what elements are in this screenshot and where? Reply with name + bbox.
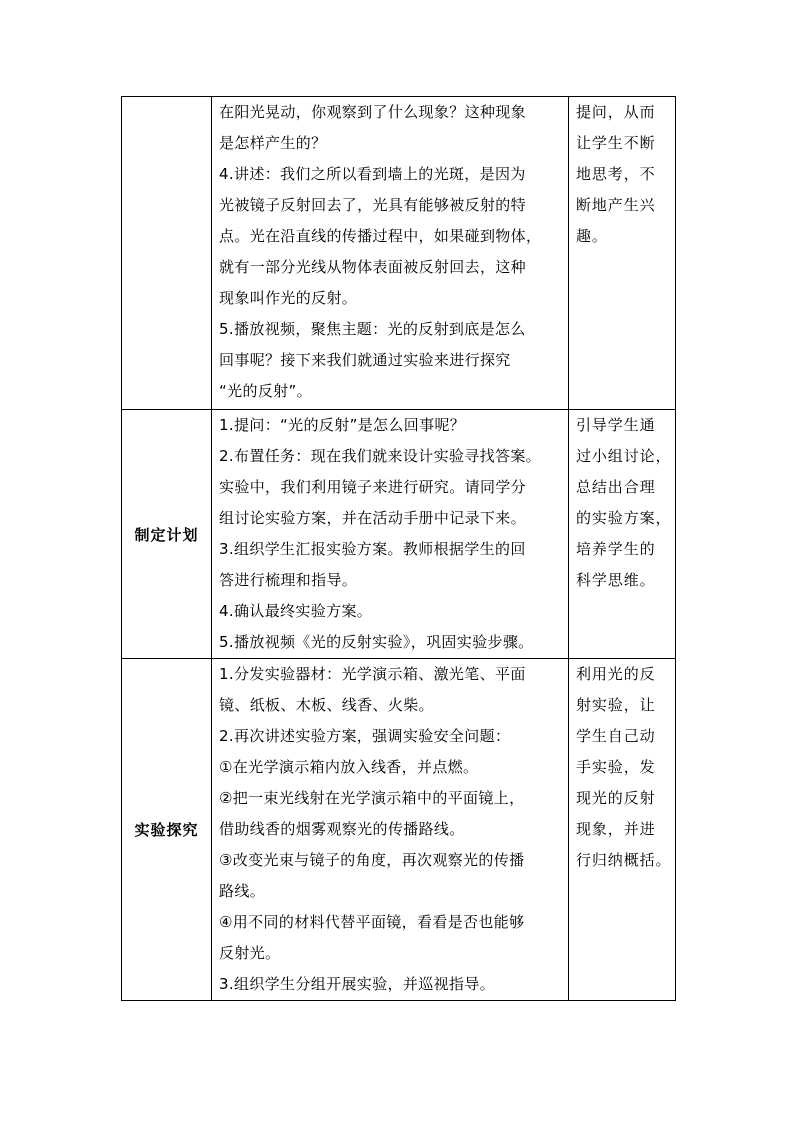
intent-line: 培养学生的 — [576, 540, 656, 558]
content-line: 路线。 — [219, 882, 266, 900]
content-line: 反射光。 — [219, 944, 281, 962]
content-line: 在阳光晃动，你观察到了什么现象？这种现象 — [219, 103, 527, 121]
stage-label: 制定计划 — [134, 525, 199, 544]
intent-line: 总结出合理 — [576, 478, 656, 496]
intent-text — [569, 410, 675, 596]
content-line: ①在光学演示箱内放入线香，并点燃。 — [219, 758, 479, 776]
intent-line: 利用光的反 — [576, 665, 656, 683]
content-text — [212, 97, 568, 407]
content-line: 5.播放视频《光的反射实验》，巩固实验步骤。 — [219, 633, 534, 651]
intent-line: 现象，并进 — [576, 820, 656, 838]
intent-line: 让学生不断 — [576, 134, 656, 152]
lesson-plan-table — [121, 96, 676, 1001]
intent-line: 提问，从而 — [576, 103, 656, 121]
stage-cell — [122, 410, 212, 659]
intent-cell — [569, 410, 676, 659]
content-line: 1.分发实验器材：光学演示箱、激光笔、平面 — [219, 665, 526, 683]
content-text — [212, 410, 568, 658]
content-line: 2.布置任务：现在我们就来设计实验寻找答案。 — [219, 447, 542, 465]
intent-line: 的实验方案， — [576, 509, 672, 527]
content-line: ③改变光束与镜子的角度，再次观察光的传播 — [219, 851, 525, 869]
intent-line: 行归纳概括。 — [576, 851, 672, 869]
content-line: 是怎样产生的？ — [219, 134, 327, 152]
stage-cell — [122, 97, 212, 410]
content-line: 镜、纸板、木板、线香、火柴。 — [219, 696, 434, 714]
intent-text — [569, 659, 675, 876]
intent-line: 科学思维。 — [576, 571, 656, 589]
content-cell — [212, 659, 569, 1001]
table-row — [122, 410, 676, 659]
content-line: 回事呢？接下来我们就通过实验来进行探究 — [219, 351, 511, 369]
intent-line: 断地产生兴 — [576, 196, 656, 214]
intent-line: 学生自己动 — [576, 727, 656, 745]
intent-line: 现光的反射 — [576, 789, 656, 807]
content-line: ②把一束光线射在光学演示箱中的平面镜上， — [219, 789, 525, 807]
content-line: 3.组织学生分组开展实验，并巡视指导。 — [219, 975, 495, 993]
intent-cell — [569, 97, 676, 410]
intent-line: 地思考，不 — [576, 165, 656, 183]
content-line: 答进行梳理和指导。 — [219, 571, 358, 589]
intent-line: 手实验，发 — [576, 758, 656, 776]
intent-line: 过小组讨论， — [576, 447, 672, 465]
content-line: 组讨论实验方案，并在活动手册中记录下来。 — [219, 509, 527, 527]
content-line: ④用不同的材料代替平面镜，看看是否也能够 — [219, 913, 525, 931]
content-line: “光的反射”。 — [219, 382, 312, 400]
content-line: 4.讲述：我们之所以看到墙上的光斑，是因为 — [219, 165, 526, 183]
stage-label: 实验探究 — [134, 821, 199, 839]
intent-text — [569, 97, 675, 252]
table-row — [122, 97, 676, 410]
content-line: 5.播放视频，聚焦主题：光的反射到底是怎么 — [219, 320, 526, 338]
content-line: 4.确认最终实验方案。 — [219, 602, 373, 620]
content-line: 光被镜子反射回去了，光具有能够被反射的特 — [219, 196, 527, 214]
content-line: 实验中，我们利用镜子来进行研究。请同学分 — [219, 478, 527, 496]
content-cell — [212, 97, 569, 410]
table-row — [122, 659, 676, 1001]
intent-line: 趣。 — [576, 227, 608, 245]
intent-line: 引导学生通 — [576, 416, 656, 434]
content-cell — [212, 410, 569, 659]
intent-cell — [569, 659, 676, 1001]
intent-line: 射实验，让 — [576, 696, 656, 714]
content-line: 3.组织学生汇报实验方案。教师根据学生的回 — [219, 540, 526, 558]
stage-cell — [122, 659, 212, 1001]
content-text — [212, 659, 568, 1000]
content-line: 2.再次讲述实验方案，强调实验安全问题： — [219, 727, 511, 745]
content-line: 1.提问：“光的反射”是怎么回事呢？ — [219, 416, 466, 434]
content-line: 就有一部分光线从物体表面被反射回去，这种 — [219, 258, 527, 276]
content-line: 借助线香的烟雾观察光的传播路线。 — [219, 820, 465, 838]
content-line: 现象叫作光的反射。 — [219, 289, 358, 307]
content-line: 点。光在沿直线的传播过程中，如果碰到物体， — [219, 227, 542, 245]
